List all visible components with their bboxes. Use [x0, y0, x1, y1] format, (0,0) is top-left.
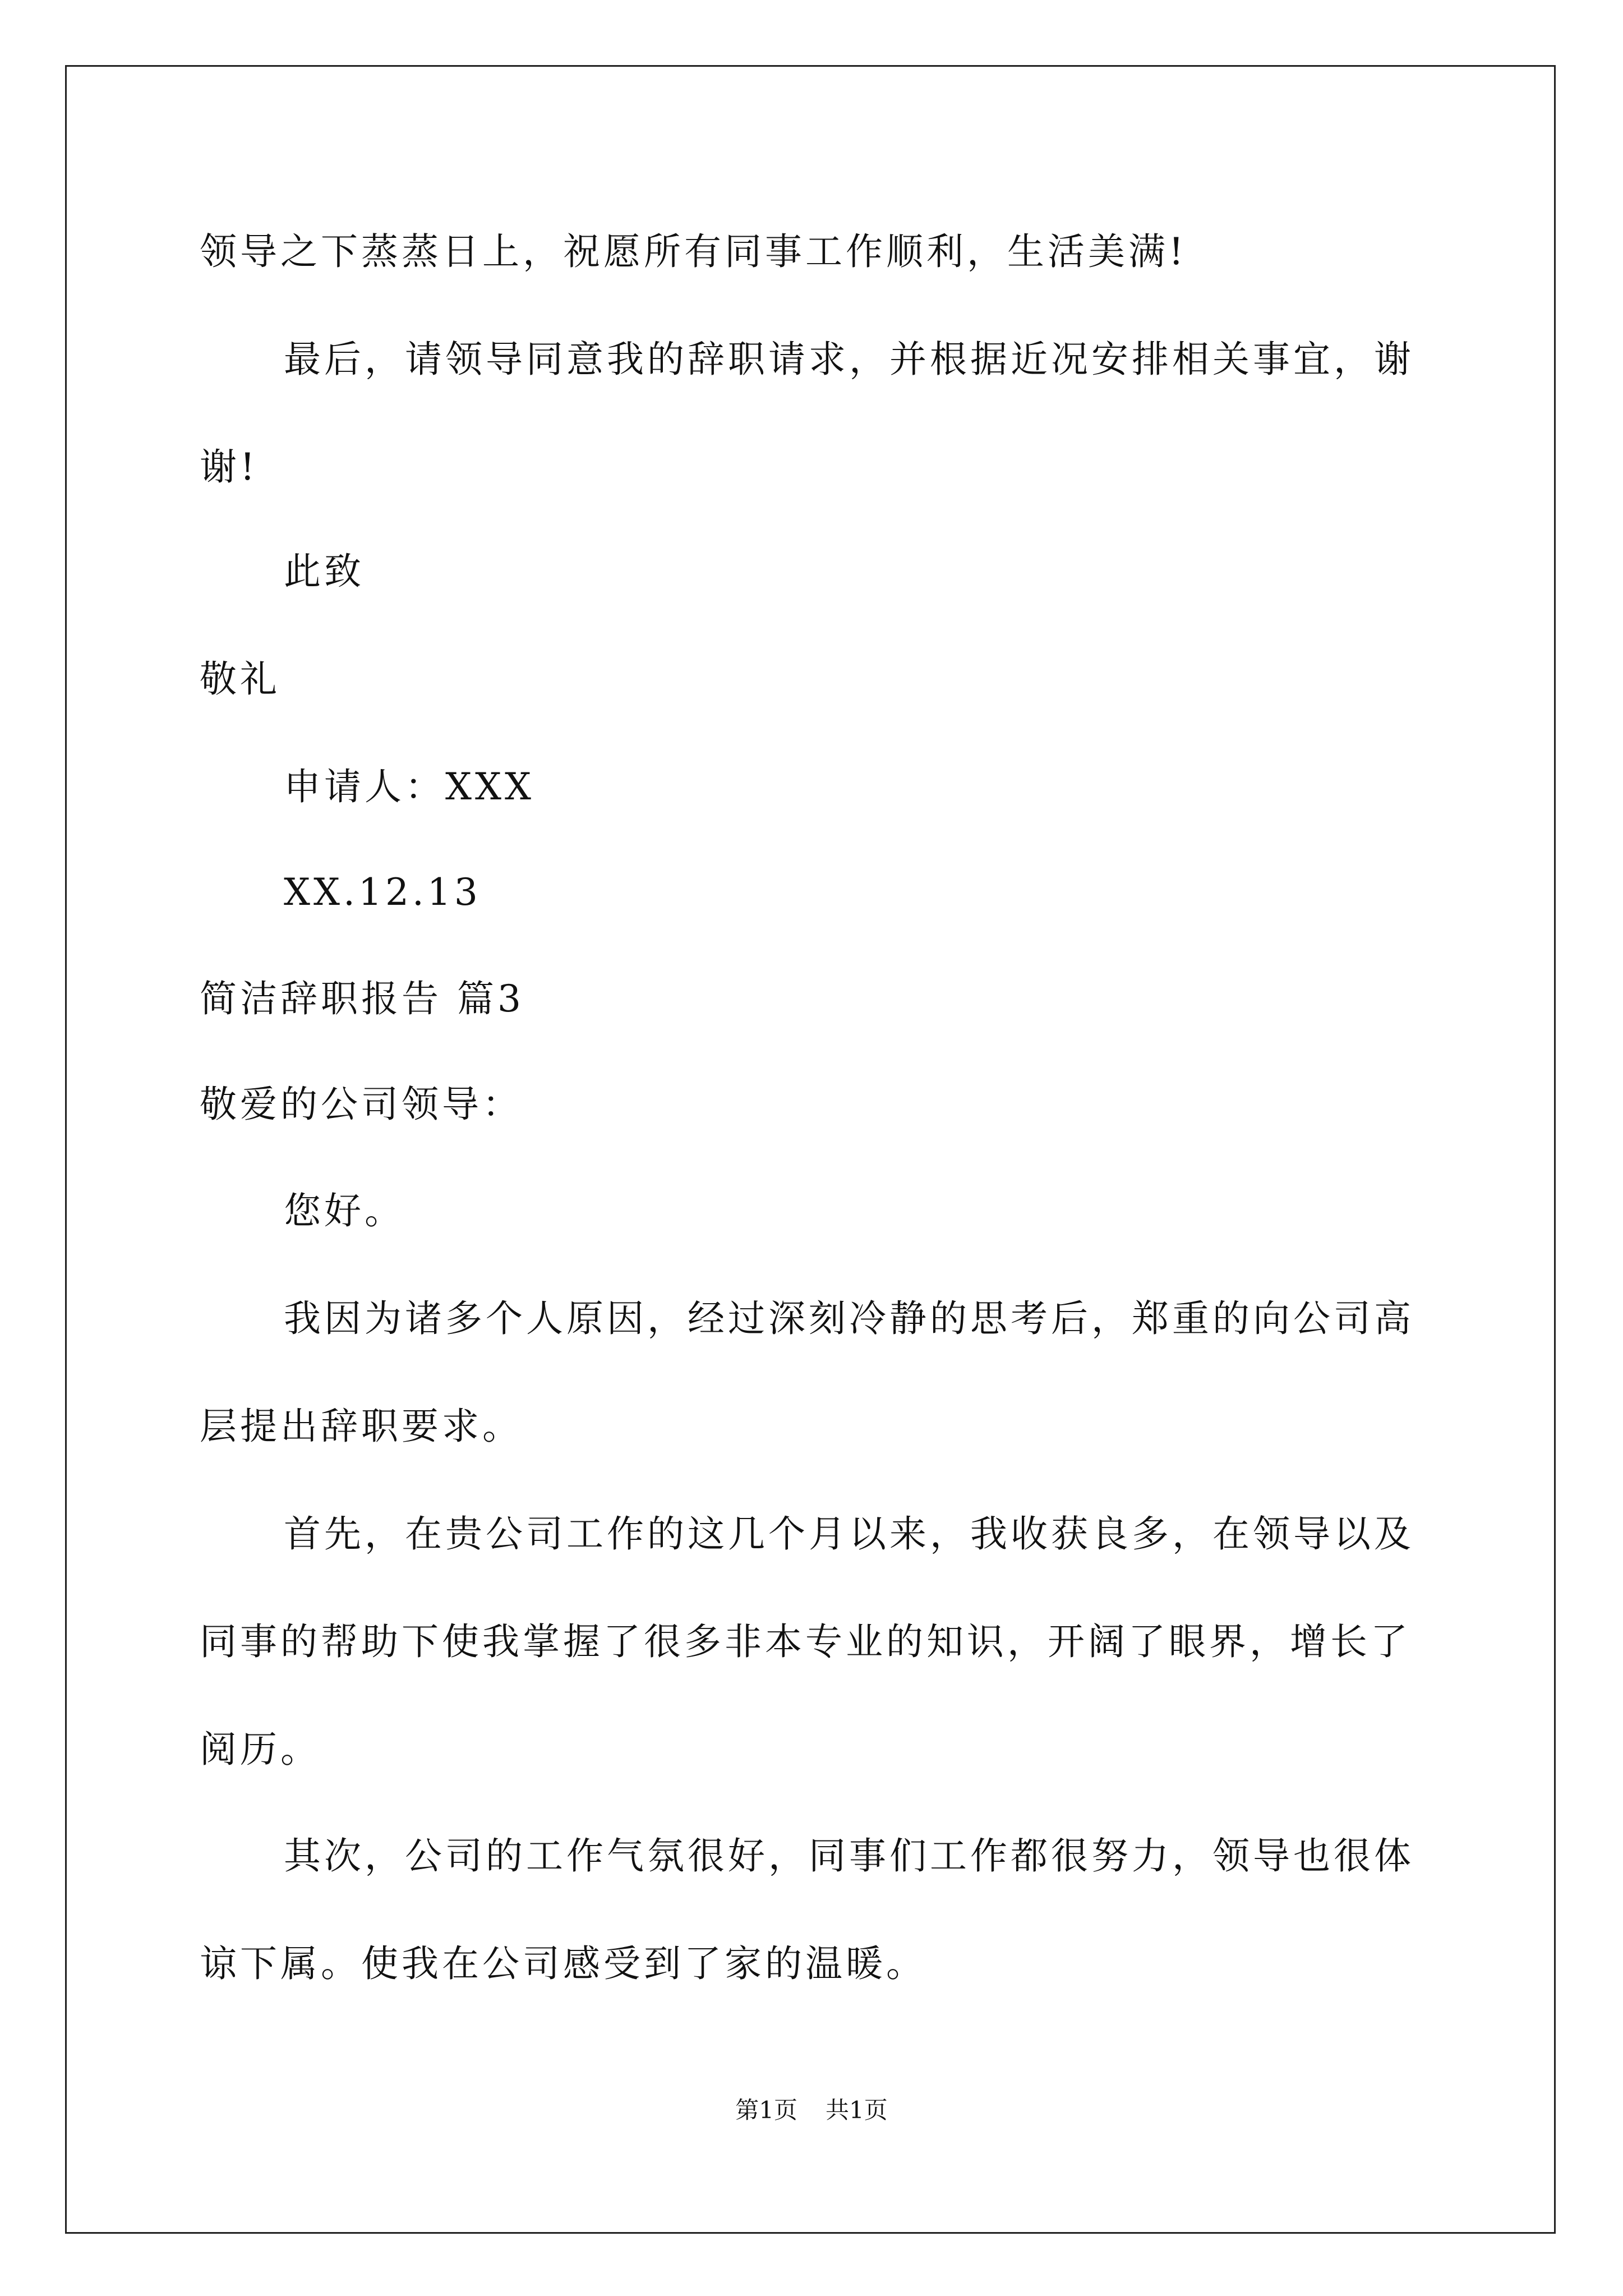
paragraph-line: 您好。 — [284, 1189, 405, 1232]
paragraph-line: 同事的帮助下使我掌握了很多非本专业的知识，开阔了眼界，增长了 — [200, 1620, 1411, 1663]
letter-date: XX.12.13 — [284, 871, 481, 914]
paragraph-line: 层提出辞职要求。 — [200, 1405, 523, 1448]
page-total: 共1页 — [826, 2096, 888, 2124]
paragraph-line: 谅下属。使我在公司感受到了家的温暖。 — [200, 1942, 926, 1985]
paragraph-line: 阅历。 — [200, 1728, 321, 1771]
page-number: 第1页 — [735, 2096, 797, 2124]
greeting-line: 敬爱的公司领导： — [200, 1083, 523, 1126]
paragraph-line: 领导之下蒸蒸日上，祝愿所有同事工作顺利，生活美满! — [200, 230, 1187, 273]
page-footer — [0, 2093, 1623, 2127]
paragraph-line: 我因为诸多个人原因，经过深刻冷静的思考后，郑重的向公司高 — [284, 1297, 1414, 1340]
page-border — [65, 65, 1556, 2234]
paragraph-line: 谢! — [200, 445, 259, 489]
closing-salutation: 此致 — [284, 550, 365, 593]
paragraph-line: 首先，在贵公司工作的这几个月以来，我收获良多，在领导以及 — [284, 1512, 1414, 1556]
paragraph-line: 其次，公司的工作气氛很好，同事们工作都很努力，领导也很体 — [284, 1834, 1414, 1878]
closing-regards: 敬礼 — [200, 657, 280, 701]
paragraph-line: 最后，请领导同意我的辞职请求，并根据近况安排相关事宜，谢 — [284, 338, 1414, 381]
section-heading: 简洁辞职报告 篇3 — [200, 977, 524, 1020]
applicant-signature: 申请人：XXX — [284, 765, 534, 808]
